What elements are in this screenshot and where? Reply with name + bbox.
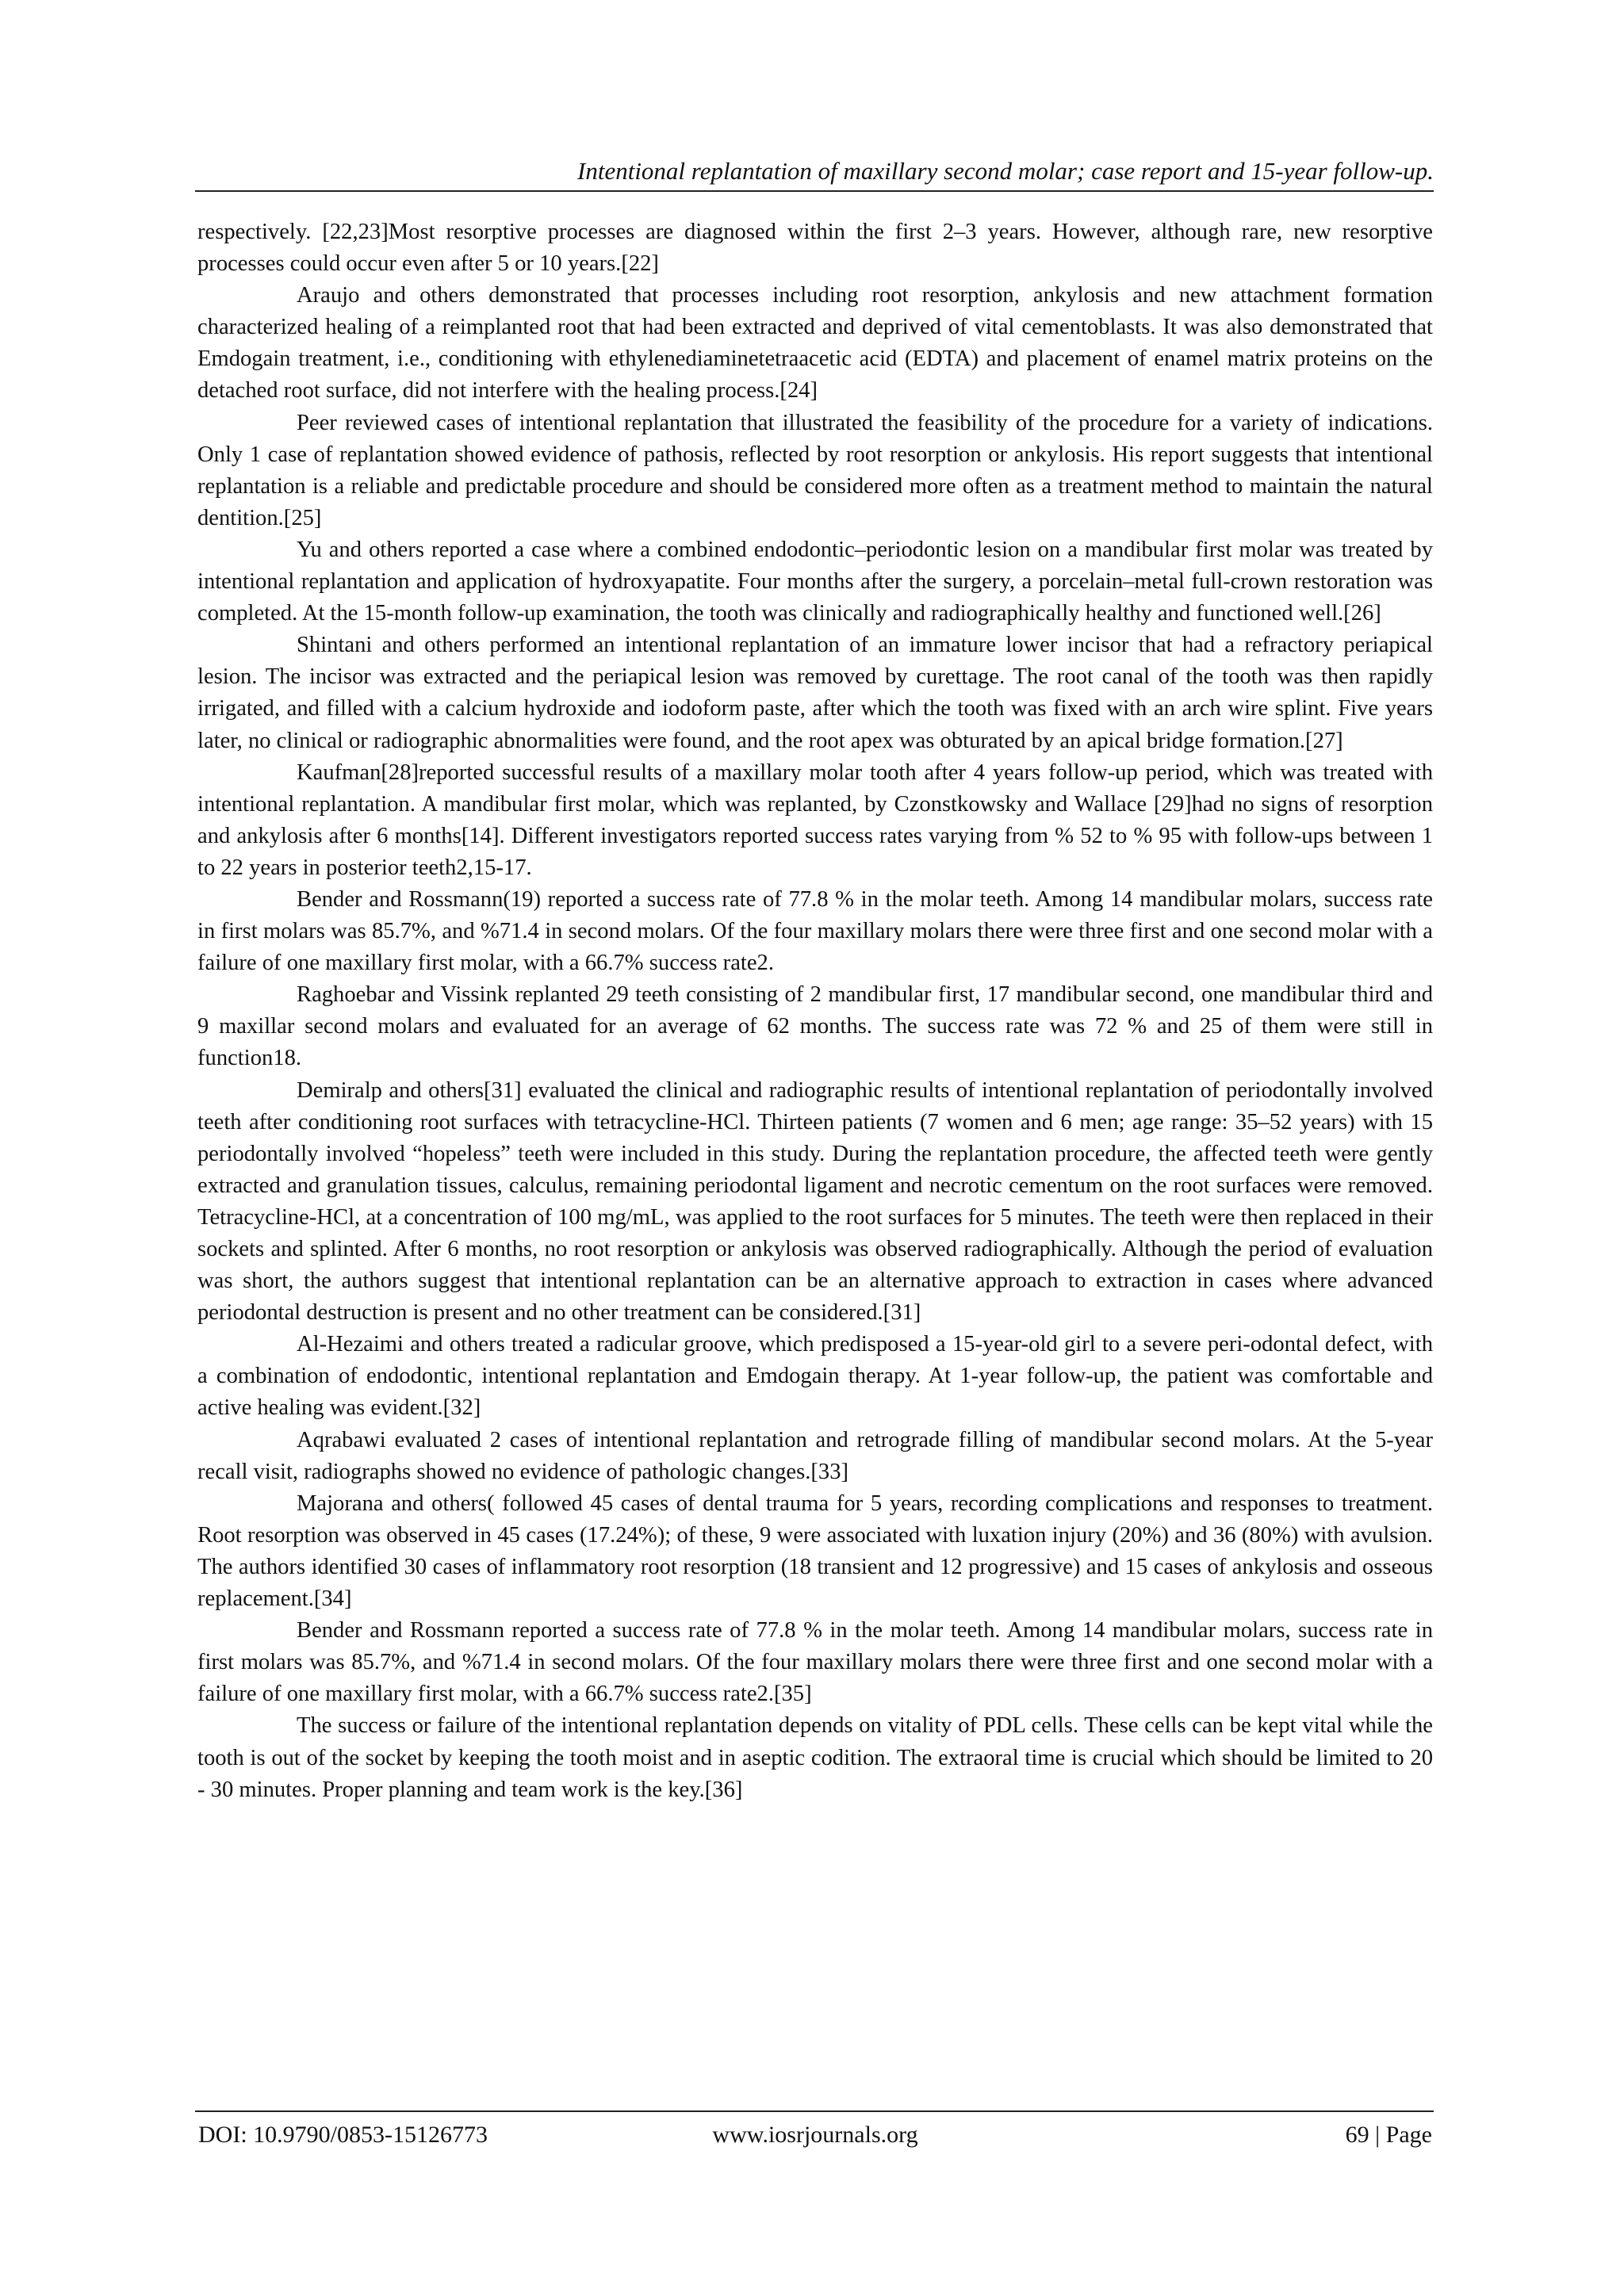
paragraph-bender-1: Bender and Rossmann(19) reported a success rate of 77.8 % in the molar teeth. Among 14 mandibular molars, success rate in first molars was 85.7%, and %71.4 in second molars. Of the four maxillary molars there were three first and one second molar with a failure of one maxillary first molar, with a 66.7% success rate2. [197,886,1433,976]
paragraph-bender-2: Bender and Rossmann reported a success rate of 77.8 % in the molar teeth. Among 14 mandibular molars, success rate in first molars was 85.7%, and %71.4 in second molars. Of the four maxillary molars there were three first and one second molar with a failure of one maxillary first molar, with a 66.7% success rate2.[35] [197,1618,1433,1707]
paragraph-kaufman: Kaufman[28]reported successful results of a maxillary molar tooth after 4 years follow-up period, which was treated with intentional replantation. A mandibular first molar, which was replanted, by Czonstkowsky and Wallace [29]had no signs of resorption and ankylosis after 6 months[14]. Different investigators reported success rates varying from % 52 to % 95 with follow-ups between 1 to 22 years in posterior teeth2,15-17. [197,760,1433,880]
paragraph-araujo: Araujo and others demonstrated that processes including root resorption, ankylosis and new attachment formation characterized healing of a reimplanted root that had been extracted and deprived of vital cementoblasts. It was also demonstrated that Emdogain treatment, i.e., conditioning with ethylenediaminetetraacetic acid (EDTA) and placement of enamel matrix proteins on the detached root surface, did not interfere with the healing process.[24] [197,283,1433,404]
footer-doi: DOI: 10.9790/0853-15126773 [198,2122,488,2148]
paragraph-demiralp: Demiralp and others[31] evaluated the clinical and radiographic results of intentional replantation of periodontally involved teeth after conditioning root surfaces with tetracycline-HCl. Thirteen patients (7 women and 6 men; age range: 35–52 years) with 15 periodontally involved “hopeless” teeth were included in this study. During the replantation procedure, the affected teeth were gently extracted and granulation tissues, calculus, remaining periodontal ligament and necrotic cementum on the root surfaces were removed. Tetracycline-HCl, at a concentration of 100 mg/mL, was applied to the root surfaces for 5 minutes. The teeth were then replaced in their sockets and splinted. After 6 months, no root resorption or ankylosis was observed radiographically. Although the period of evaluation was short, the authors suggest that intentional replantation can be an alternative approach to extraction in cases where advanced periodontal destruction is present and no other treatment can be considered.[31] [197,1077,1433,1326]
paragraph-aqrabawi: Aqrabawi evaluated 2 cases of intentional replantation and retrograde filling of mandibular second molars. At the 5-year recall visit, radiographs showed no evidence of pathologic changes.[33] [197,1427,1433,1484]
article-body [197,216,1433,1806]
paragraph-conclusion: The success or failure of the intentional replantation depends on vitality of PDL cells. These cells can be kept vital while the tooth is out of the socket by keeping the tooth moist and in aseptic codition. The extraoral time is crucial which should be limited to 20 - 30 minutes. Proper planning and team work is the key.[36] [197,1713,1433,1802]
running-header: Intentional replantation of maxillary second molar; case report and 15-year follow-up. [577,157,1434,185]
paragraph-continuation: respectively. [22,23]Most resorptive processes are diagnosed within the first 2–3 years. However, although rare, new resorptive processes could occur even after 5 or 10 years.[22] [197,220,1433,277]
footer-page-number: 69 | Page [1345,2122,1432,2148]
footer-website: www.iosrjournals.org [712,2122,918,2148]
paragraph-al-hezaimi: Al-Hezaimi and others treated a radicular groove, which predisposed a 15-year-old girl to a severe peri-odontal defect, with a combination of endodontic, intentional replantation and Emdogain therapy. At 1-year follow-up, the patient was comfortable and active healing was evident.[32] [197,1332,1433,1421]
paragraph-raghoebar: Raghoebar and Vissink replanted 29 teeth consisting of 2 mandibular first, 17 mandibular second, one mandibular third and 9 maxillar second molars and evaluated for an average of 62 months. The success rate was 72 % and 25 of them were still in function18. [197,982,1433,1071]
footer-divider [195,2110,1434,2112]
paragraph-majorana: Majorana and others( followed 45 cases of dental trauma for 5 years, recording complications and responses to treatment. Root resorption was observed in 45 cases (17.24%); of these, 9 were associated with luxation injury (20%) and 36 (80%) with avulsion. The authors identified 30 cases of inflammatory root resorption (18 transient and 12 progressive) and 15 cases of ankylosis and osseous replacement.[34] [197,1490,1433,1612]
header-divider [195,190,1434,192]
paragraph-yu: Yu and others reported a case where a combined endodontic–periodontic lesion on a mandibular first molar was treated by intentional replantation and application of hydroxyapatite. Four months after the surgery, a porcelain–metal full-crown restoration was completed. At the 15-month follow-up examination, the tooth was clinically and radiographically healthy and functioned well.[26] [197,537,1433,626]
paragraph-shintani: Shintani and others performed an intentional replantation of an immature lower incisor that had a refractory periapical lesion. The incisor was extracted and the periapical lesion was removed by curettage. The root canal of the tooth was then rapidly irrigated, and filled with a calcium hydroxide and iodoform paste, after which the tooth was fixed with an arch wire splint. Five years later, no clinical or radiographic abnormalities were found, and the root apex was obturated by an apical bridge formation.[27] [197,633,1433,753]
paragraph-peer: Peer reviewed cases of intentional replantation that illustrated the feasibility of the procedure for a variety of indications. Only 1 case of replantation showed evidence of pathosis, reflected by root resorption or ankylosis. His report suggests that intentional replantation is a reliable and predictable procedure and should be considered more often as a treatment method to maintain the natural dentition.[25] [197,410,1433,530]
